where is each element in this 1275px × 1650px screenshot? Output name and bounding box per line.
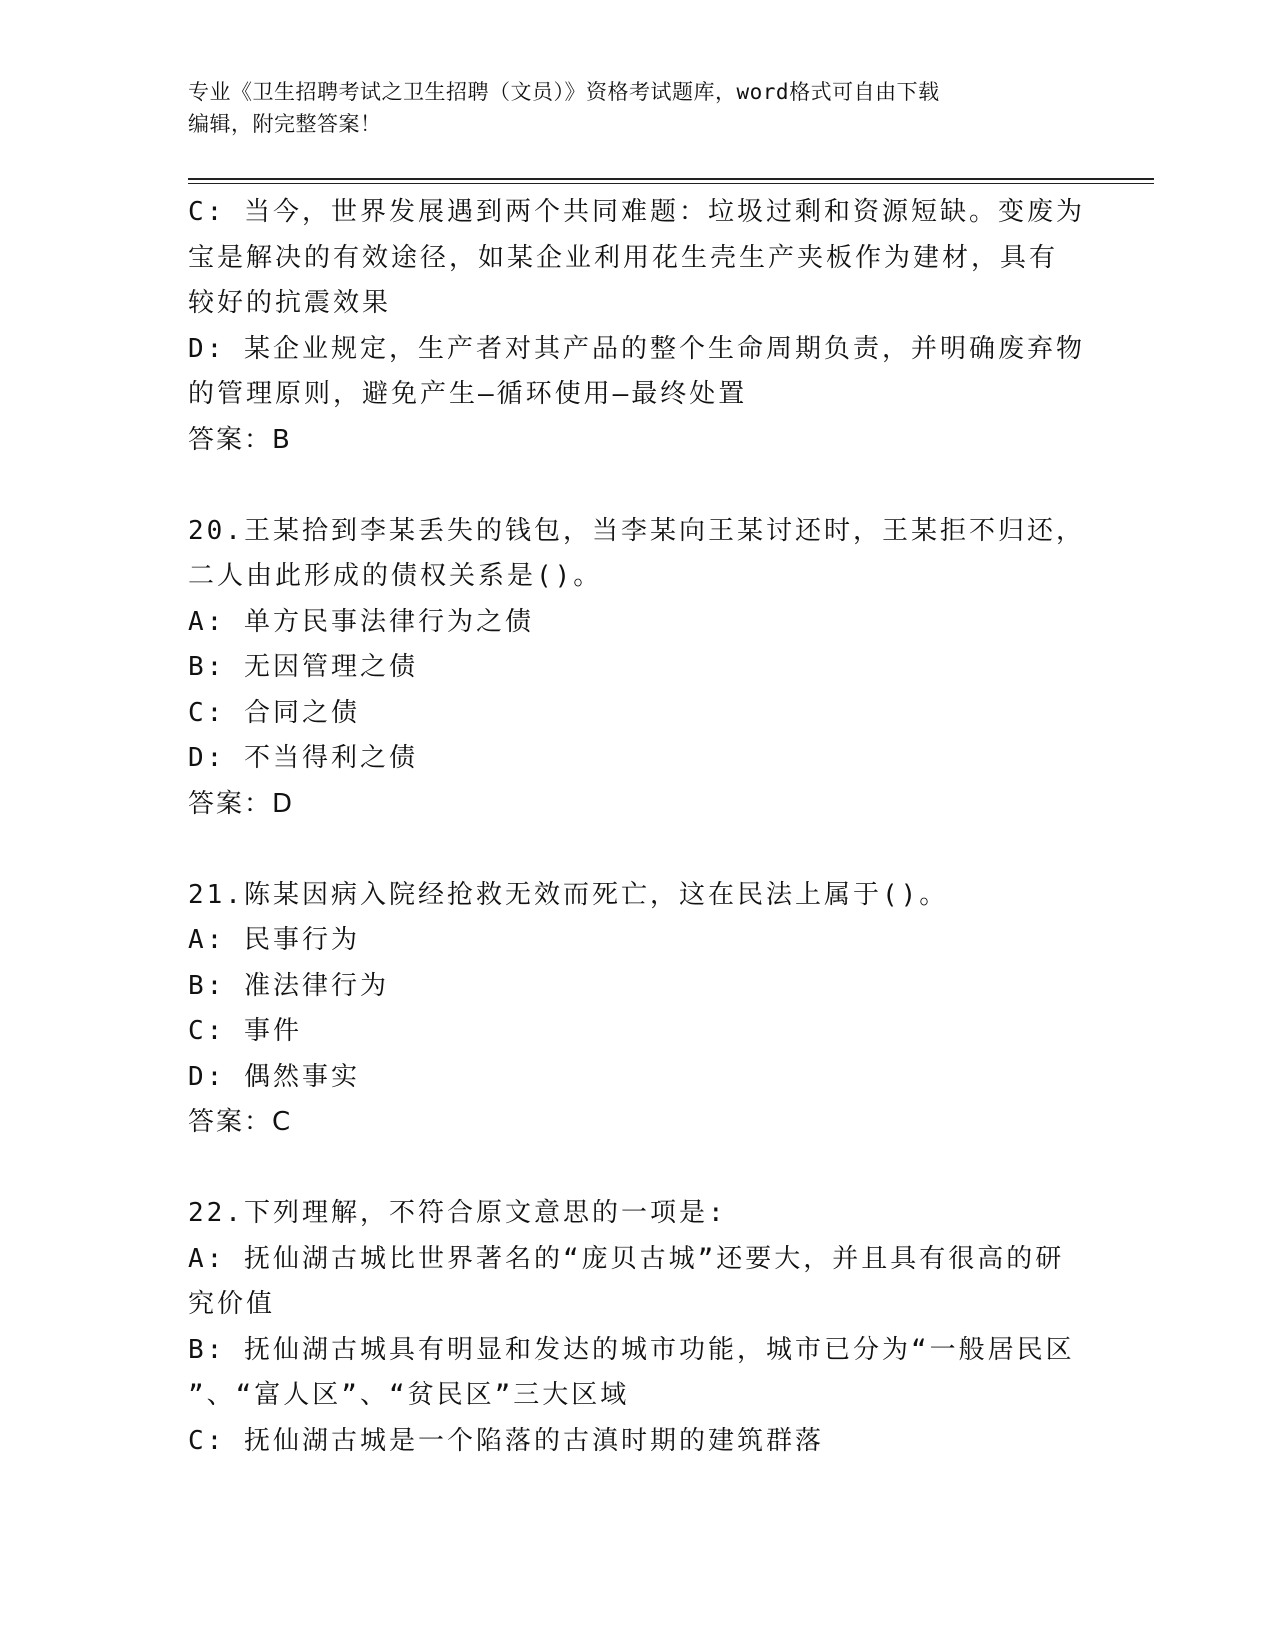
option-b: B: 无因管理之债 [188,652,418,682]
document-header [188,76,1088,140]
option-d: D: 不当得利之债 [188,743,418,773]
question-stem: 20.王某拾到李某丢失的钱包，当李某向王某讨还时，王某拒不归还， [188,515,1085,546]
option-c-line: C: 当今，世界发展遇到两个共同难题：垃圾过剩和资源短缺。变废为 [188,197,1085,227]
option-a: A: 民事行为 [188,925,360,955]
header-rule-thin [188,183,1154,184]
answer-line: 答案：D [188,788,295,819]
option-a: 究价值 [188,1289,276,1319]
question-stem: 二人由此形成的债权关系是()。 [188,561,603,591]
question-20-block [188,509,1088,828]
header-line-2: 编辑，附完整答案！ [188,112,382,136]
answer-line: 答案：C [188,1107,293,1137]
option-c: C: 合同之债 [188,697,360,728]
question-stem: 22.下列理解，不符合原文意思的一项是: [188,1198,727,1228]
question-stem: 21.陈某因病入院经抢救无效而死亡，这在民法上属于()。 [188,879,949,910]
option-d-line: D: 某企业规定，生产者对其产品的整个生命周期负责，并明确废弃物 [188,333,1085,364]
header-line-1: 专业《卫生招聘考试之卫生招聘（文员）》资格考试题库，word格式可自由下载 [188,80,940,104]
spacer [188,1146,1088,1192]
spacer [188,827,1088,873]
question-21-block [188,873,1088,1146]
prev-question-block [188,190,1088,463]
option-c: C: 事件 [188,1016,302,1046]
header-rule-thick [188,178,1154,180]
spacer [188,463,1088,509]
option-a: A: 抚仙湖古城比世界著名的“庞贝古城”还要大，并且具有很高的研 [188,1243,1065,1274]
option-c: C: 抚仙湖古城是一个陷落的古滇时期的建筑群落 [188,1425,824,1456]
option-d-line: 的管理原则，避免产生—循环使用—最终处置 [188,379,748,409]
document-body [188,190,1088,1464]
option-b: B: 抚仙湖古城具有明显和发达的城市功能，城市已分为“一般居民区 [188,1334,1075,1365]
option-b: B: 准法律行为 [188,970,389,1001]
option-b: ”、“富人区”、“贫民区”三大区域 [188,1380,630,1410]
option-d: D: 偶然事实 [188,1061,360,1092]
option-a: A: 单方民事法律行为之债 [188,606,534,637]
answer-line: 答案：B [188,424,292,455]
option-c-line: 宝是解决的有效途径，如某企业利用花生壳生产夹板作为建材，具有 [188,242,1059,273]
option-c-line: 较好的抗震效果 [188,288,392,318]
question-22-block [188,1191,1088,1464]
